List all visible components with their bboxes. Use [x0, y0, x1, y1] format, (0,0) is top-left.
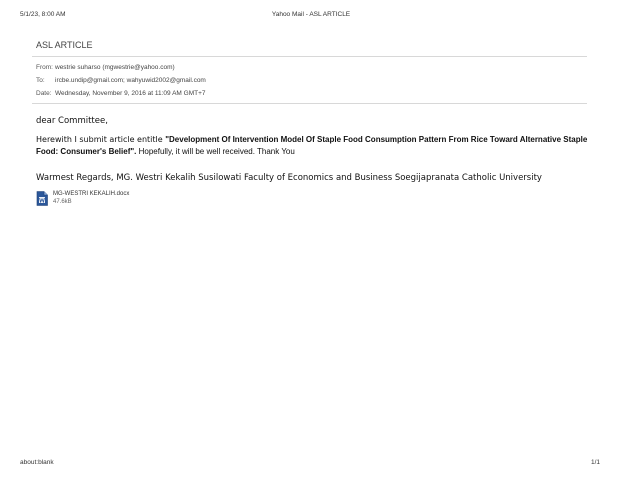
date-label: Date: — [36, 90, 52, 97]
header-divider — [32, 56, 587, 57]
article-title: "Development Of Intervention Model Of Staple Food Consumption Pattern From Rice Toward Alternative Staple Food: Consumer's Belief". — [36, 135, 588, 156]
attachment-info — [53, 190, 129, 206]
print-datetime: 5/1/23, 8:00 AM — [20, 11, 66, 18]
from-value[interactable]: westrie suharso (mgwestrie@yahoo.com) — [55, 64, 175, 71]
email-subject: ASL ARTICLE — [36, 40, 93, 50]
from-row — [36, 64, 175, 71]
print-page-title: Yahoo Mail - ASL ARTICLE — [271, 11, 351, 18]
to-value[interactable]: ircbe.undip@gmail.com; wahyuwid2002@gmail.com — [55, 77, 206, 84]
attachment-filename[interactable]: MG-WESTRI KEKALIH.docx — [53, 191, 130, 197]
greeting: dear Committee, — [36, 116, 108, 126]
intro-text: Herewith I submit article entitle — [36, 135, 166, 144]
message-paragraph — [36, 134, 596, 158]
closing-text: Hopefully, it will be well received. Thank You — [136, 147, 295, 156]
from-label: From: — [36, 64, 53, 71]
print-page-number: 1/1 — [590, 459, 600, 466]
date-row — [36, 90, 205, 97]
word-document-icon — [36, 191, 48, 206]
print-url: about:blank — [20, 459, 54, 466]
attachment-size: 47.6kB — [53, 199, 72, 205]
to-label: To: — [36, 77, 45, 84]
attachment-item[interactable] — [36, 190, 129, 206]
to-row — [36, 77, 206, 84]
signature: Warmest Regards, MG. Westri Kekalih Susilowati Faculty of Economics and Business Soegijapranata Catholic University — [36, 173, 542, 183]
meta-divider — [32, 103, 587, 104]
date-value: Wednesday, November 9, 2016 at 11:09 AM GMT+7 — [55, 90, 206, 97]
